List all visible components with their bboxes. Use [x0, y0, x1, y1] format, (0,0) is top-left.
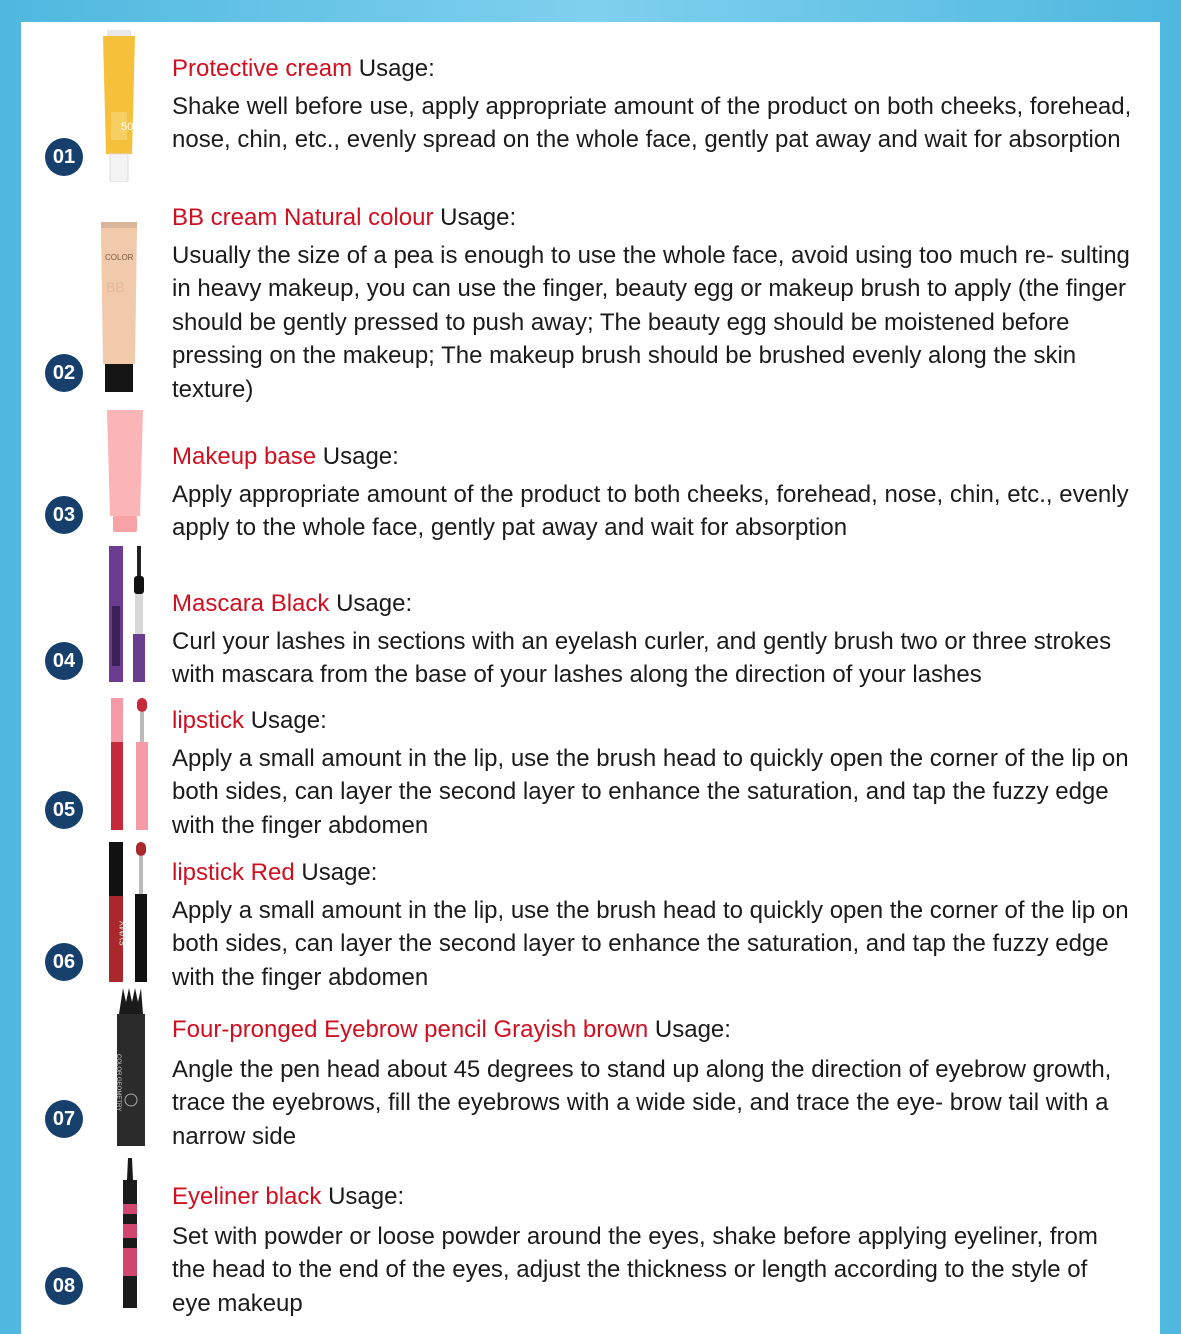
- eyeliner-image: [115, 1158, 145, 1308]
- step-badge: 03: [45, 496, 83, 534]
- eyebrow-pen-image: [113, 988, 149, 1146]
- spf-label: 50: [121, 121, 134, 133]
- item-heading: [172, 201, 1132, 235]
- usage-label: Usage:: [301, 859, 378, 886]
- product-title: lipstick: [172, 707, 245, 734]
- usage-description: Apply a small amount in the lip, use the brush head to quickly open the corner of the lip on both sides, can layer the second layer to enhance the saturation, and tap the fuzzy edge with the finger abdomen: [172, 896, 1129, 991]
- item-heading: [172, 52, 1132, 86]
- usage-description: Apply appropriate amount of the product to both cheeks, forehead, nose, chin, etc., evenly apply to the whole face, gently pat away and wait for absorption: [172, 480, 1129, 541]
- usage-description: Usually the size of a pea is enough to use the whole face, avoid using too much re- sulting in heavy makeup, you can use the finger, beauty egg or makeup brush to apply (the finger should be gently pressed to push away; The beauty egg should be moistened before pressing on the makeup; The makeup brush should be brushed evenly along the skin texture): [172, 241, 1130, 403]
- product-title: Four-pronged Eyebrow pencil Grayish brown: [172, 1016, 649, 1043]
- item-text: [172, 440, 1132, 545]
- step-badge: 01: [45, 138, 83, 176]
- usage-label: Usage:: [322, 443, 399, 470]
- step-badge: 05: [45, 791, 83, 829]
- usage-description: Shake well before use, apply appropriate amount of the product on both cheeks, forehead, nose, chin, etc., evenly spread on the whole face, gently pat away and wait for absorption: [172, 92, 1132, 153]
- item-text: [172, 1180, 1132, 1320]
- usage-label: Usage:: [336, 590, 413, 617]
- bb-letters-label: BB: [106, 279, 125, 295]
- step-badge: 04: [45, 642, 83, 680]
- usage-label: Usage:: [440, 204, 517, 231]
- item-heading: [172, 856, 1132, 890]
- item-text: [172, 52, 1132, 157]
- step-badge: 06: [45, 943, 83, 981]
- item-heading: [172, 1180, 1132, 1214]
- product-title: Eyeliner black: [172, 1183, 322, 1210]
- usage-label: Usage:: [654, 1016, 731, 1043]
- lip-gloss-pink-image: [111, 698, 155, 830]
- item-heading: [172, 1013, 1132, 1047]
- usage-label: Usage:: [328, 1183, 405, 1210]
- usage-description: Angle the pen head about 45 degrees to stand up along the direction of eyebrow growth, trace the eyebrows, fill the eyebrows with a wide side, and trace the eye- brow tail with a narrow side: [172, 1055, 1112, 1150]
- bb-cream-tube-image: [99, 222, 139, 392]
- svmy-label: SVMY: [118, 920, 128, 946]
- lip-gloss-red-image: [109, 842, 155, 982]
- item-text: [172, 587, 1132, 692]
- item-text: [172, 856, 1132, 994]
- product-title: BB cream Natural colour: [172, 204, 434, 231]
- sunscreen-tube-image: [101, 30, 137, 182]
- usage-description: Apply a small amount in the lip, use the brush head to quickly open the corner of the lip on both sides, can layer the second layer to enhance the saturation, and tap the fuzzy edge with the finger abdomen: [172, 744, 1129, 839]
- makeup-base-tube-image: [105, 410, 145, 532]
- item-heading: [172, 587, 1132, 621]
- item-text: [172, 1013, 1132, 1153]
- usage-label: Usage:: [358, 55, 435, 82]
- usage-description: Curl your lashes in sections with an eyelash curler, and gently brush two or three strokes with mascara from the base of your lashes along the direction of your lashes: [172, 627, 1112, 688]
- instructions-panel: [21, 22, 1160, 1334]
- item-text: [172, 704, 1132, 842]
- item-heading: [172, 704, 1132, 738]
- step-badge: 07: [45, 1100, 83, 1138]
- usage-description: Set with powder or loose powder around the eyes, shake before applying eyeliner, from the head to the end of the eyes, adjust the thickness or length according to the style of eye makeup: [172, 1222, 1098, 1317]
- product-title: Protective cream: [172, 55, 353, 82]
- item-heading: [172, 440, 1132, 474]
- brow-brand-label: COLOR GEOMETRY: [115, 1054, 121, 1112]
- step-badge: 02: [45, 354, 83, 392]
- product-title: lipstick Red: [172, 859, 295, 886]
- bb-brand-label: COLOR: [105, 253, 134, 262]
- usage-label: Usage:: [250, 707, 327, 734]
- step-badge: 08: [45, 1267, 83, 1305]
- mascara-image: [109, 546, 155, 682]
- product-title: Makeup base: [172, 443, 317, 470]
- item-text: [172, 201, 1132, 406]
- product-title: Mascara Black: [172, 590, 330, 617]
